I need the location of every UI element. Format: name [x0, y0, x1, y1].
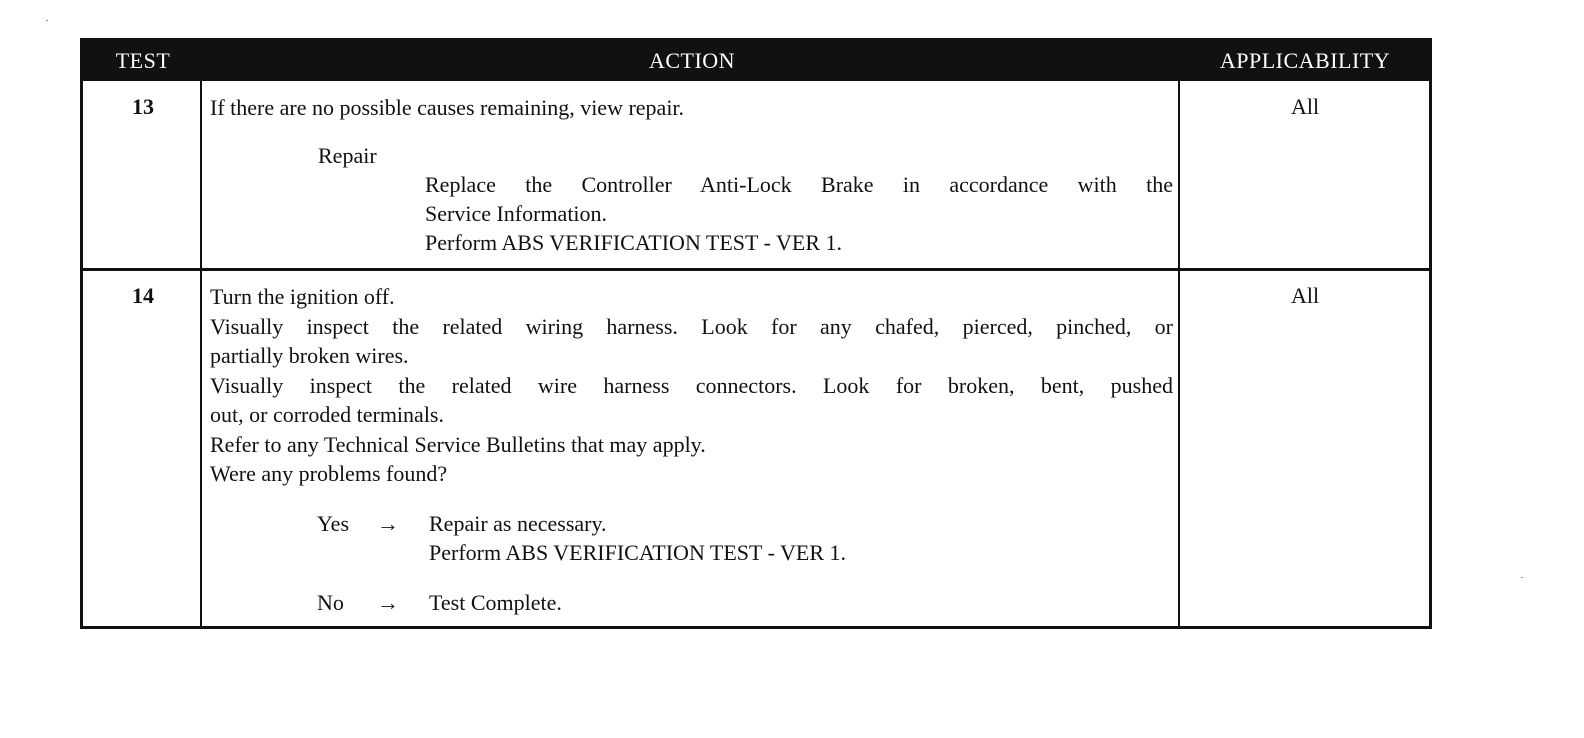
- no-outcome: Test Complete.: [429, 590, 562, 615]
- test-number: 14: [132, 283, 154, 308]
- repair-instruction: Service Information.: [425, 201, 608, 226]
- action-step: Refer to any Technical Service Bulletins that may apply.: [210, 432, 706, 457]
- repair-instruction: Replace the Controller Anti-Lock Brake in accordance with the: [425, 172, 1173, 197]
- header-test: TEST: [115, 48, 171, 73]
- diagnostic-test-table: [80, 38, 1432, 629]
- yes-outcome: Perform ABS VERIFICATION TEST - VER 1.: [429, 540, 847, 565]
- header-applicability: APPLICABILITY: [1219, 48, 1391, 73]
- repair-instruction: Perform ABS VERIFICATION TEST - VER 1.: [425, 230, 843, 255]
- test-number: 13: [132, 94, 154, 119]
- column-divider-applicability: [1178, 81, 1180, 629]
- no-label: No: [317, 590, 344, 615]
- action-step: Visually inspect the related wire harness connectors. Look for broken, bent, pushed: [210, 373, 1173, 398]
- action-step: If there are no possible causes remaining, view repair.: [210, 95, 685, 120]
- right-arrow-icon: →: [377, 511, 399, 536]
- action-step: partially broken wires.: [210, 343, 409, 368]
- scan-speck: [1521, 577, 1523, 578]
- scan-speck: [46, 20, 48, 21]
- applicability-value: All: [1290, 283, 1320, 308]
- right-arrow-icon: →: [377, 590, 399, 615]
- action-step: out, or corroded terminals.: [210, 402, 444, 427]
- action-step: Turn the ignition off.: [210, 284, 395, 309]
- column-divider-test: [200, 81, 202, 629]
- applicability-value: All: [1290, 94, 1320, 119]
- table-header-row: [83, 41, 1429, 81]
- yes-label: Yes: [317, 511, 350, 536]
- question: Were any problems found?: [210, 461, 448, 486]
- header-action: ACTION: [648, 48, 736, 73]
- yes-outcome: Repair as necessary.: [429, 511, 607, 536]
- repair-label: Repair: [318, 143, 377, 168]
- action-step: Visually inspect the related wiring harness. Look for any chafed, pierced, pinched, or: [210, 314, 1173, 339]
- row-divider: [83, 268, 1429, 271]
